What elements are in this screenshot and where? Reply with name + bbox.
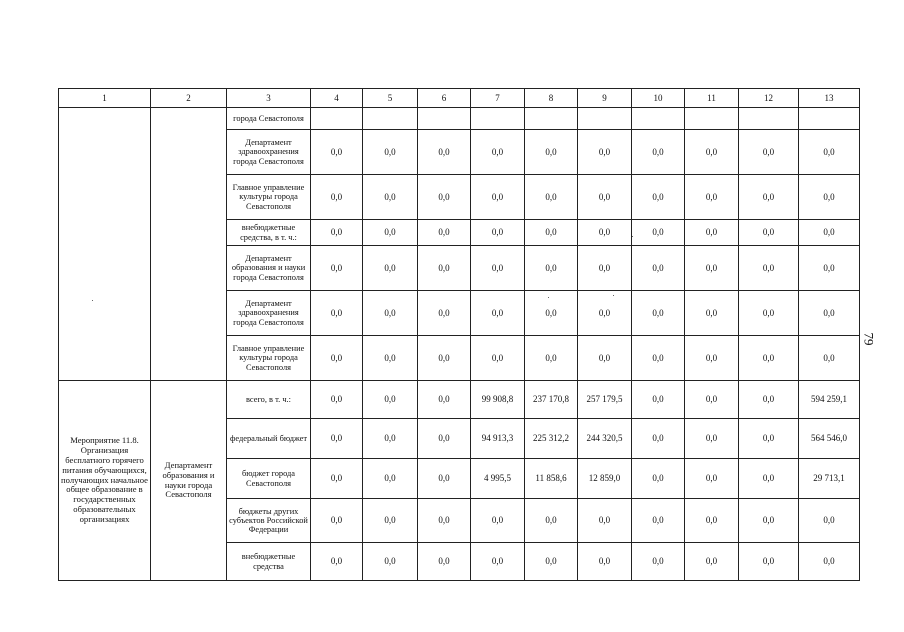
value-cell: 0,0	[632, 419, 685, 459]
value-cell: 0,0	[578, 175, 632, 220]
value-cell: 0,0	[311, 459, 363, 499]
value-cell: 0,0	[418, 381, 471, 419]
value-cell	[418, 108, 471, 130]
value-cell: 0,0	[418, 499, 471, 543]
value-cell: 0,0	[311, 419, 363, 459]
value-cell: 0,0	[311, 499, 363, 543]
value-cell: 0,0	[363, 291, 418, 336]
table-row	[59, 381, 860, 419]
value-cell: 0,0	[578, 336, 632, 381]
value-cell: 0,0	[525, 175, 578, 220]
value-cell: 237 170,8	[525, 381, 578, 419]
value-cell: 0,0	[471, 543, 525, 581]
scan-speck	[92, 300, 93, 301]
value-cell: 0,0	[311, 246, 363, 291]
value-cell: 0,0	[685, 543, 739, 581]
value-cell: 0,0	[685, 175, 739, 220]
value-cell: 0,0	[311, 291, 363, 336]
column-number: 4	[311, 89, 363, 108]
value-cell: 0,0	[799, 220, 860, 246]
value-cell: 0,0	[739, 419, 799, 459]
value-cell: 257 179,5	[578, 381, 632, 419]
value-cell	[311, 108, 363, 130]
funding-source-cell: Главное управление культуры города Севастополя	[227, 336, 311, 381]
table-row	[59, 108, 860, 130]
value-cell: 0,0	[525, 336, 578, 381]
column-number: 12	[739, 89, 799, 108]
continued-block	[59, 108, 860, 381]
column-number: 10	[632, 89, 685, 108]
value-cell: 0,0	[418, 336, 471, 381]
measure-block	[59, 381, 860, 581]
value-cell: 0,0	[311, 130, 363, 175]
column-number: 13	[799, 89, 860, 108]
value-cell: 0,0	[578, 130, 632, 175]
value-cell: 0,0	[525, 130, 578, 175]
column-number-row	[59, 89, 860, 108]
value-cell: 0,0	[739, 220, 799, 246]
funding-source-cell: Главное управление культуры города Севастополя	[227, 175, 311, 220]
value-cell: 0,0	[525, 220, 578, 246]
value-cell: 94 913,3	[471, 419, 525, 459]
value-cell: 0,0	[685, 459, 739, 499]
value-cell: 0,0	[799, 175, 860, 220]
value-cell: 0,0	[363, 175, 418, 220]
value-cell: 0,0	[418, 419, 471, 459]
value-cell	[739, 108, 799, 130]
value-cell: 0,0	[471, 291, 525, 336]
value-cell: 0,0	[525, 246, 578, 291]
value-cell: 0,0	[418, 246, 471, 291]
value-cell: 0,0	[799, 246, 860, 291]
value-cell	[363, 108, 418, 130]
value-cell: 0,0	[471, 246, 525, 291]
value-cell: 0,0	[578, 291, 632, 336]
value-cell	[525, 108, 578, 130]
value-cell: 0,0	[685, 336, 739, 381]
value-cell: 0,0	[311, 220, 363, 246]
budget-table	[58, 88, 860, 581]
value-cell: 0,0	[418, 175, 471, 220]
value-cell: 564 546,0	[799, 419, 860, 459]
value-cell: 0,0	[739, 336, 799, 381]
value-cell: 0,0	[418, 543, 471, 581]
measure-cell	[59, 108, 151, 381]
value-cell: 0,0	[799, 130, 860, 175]
value-cell: 29 713,1	[799, 459, 860, 499]
value-cell: 0,0	[739, 291, 799, 336]
value-cell: 0,0	[799, 543, 860, 581]
value-cell: 0,0	[311, 543, 363, 581]
value-cell: 0,0	[739, 246, 799, 291]
value-cell: 0,0	[739, 543, 799, 581]
value-cell	[685, 108, 739, 130]
value-cell: 0,0	[311, 175, 363, 220]
executor-cell: Департамент образования и науки города Севастополя	[151, 381, 227, 581]
value-cell: 594 259,1	[799, 381, 860, 419]
value-cell: 0,0	[632, 291, 685, 336]
value-cell: 0,0	[363, 459, 418, 499]
value-cell: 0,0	[739, 459, 799, 499]
value-cell: 0,0	[799, 499, 860, 543]
value-cell: 0,0	[311, 381, 363, 419]
value-cell: 225 312,2	[525, 419, 578, 459]
value-cell: 0,0	[632, 381, 685, 419]
value-cell	[632, 108, 685, 130]
funding-source-cell: Департамент здравоохранения города Севастополя	[227, 291, 311, 336]
value-cell: 0,0	[685, 499, 739, 543]
value-cell: 0,0	[418, 459, 471, 499]
value-cell: 0,0	[739, 130, 799, 175]
value-cell: 0,0	[799, 336, 860, 381]
funding-source-cell: Департамент образования и науки города Севастополя	[227, 246, 311, 291]
value-cell: 0,0	[363, 419, 418, 459]
value-cell	[471, 108, 525, 130]
value-cell: 11 858,6	[525, 459, 578, 499]
value-cell: 0,0	[685, 130, 739, 175]
scan-speck	[548, 297, 549, 298]
page-number: 79	[861, 332, 877, 346]
column-number: 9	[578, 89, 632, 108]
value-cell: 0,0	[739, 175, 799, 220]
value-cell: 0,0	[363, 336, 418, 381]
value-cell: 0,0	[685, 246, 739, 291]
value-cell: 0,0	[632, 499, 685, 543]
value-cell: 0,0	[471, 499, 525, 543]
value-cell: 0,0	[578, 543, 632, 581]
column-number: 11	[685, 89, 739, 108]
value-cell: 244 320,5	[578, 419, 632, 459]
value-cell: 0,0	[471, 175, 525, 220]
value-cell: 0,0	[471, 220, 525, 246]
column-number: 6	[418, 89, 471, 108]
value-cell: 12 859,0	[578, 459, 632, 499]
column-number: 7	[471, 89, 525, 108]
column-number: 3	[227, 89, 311, 108]
value-cell: 0,0	[418, 130, 471, 175]
value-cell: 0,0	[739, 499, 799, 543]
value-cell: 0,0	[578, 220, 632, 246]
value-cell	[799, 108, 860, 130]
value-cell: 0,0	[632, 336, 685, 381]
value-cell: 0,0	[632, 246, 685, 291]
value-cell: 0,0	[363, 220, 418, 246]
funding-source-cell: федеральный бюджет	[227, 419, 311, 459]
value-cell: 0,0	[632, 220, 685, 246]
value-cell: 0,0	[739, 381, 799, 419]
funding-source-cell: бюджеты других субъектов Российской Федерации	[227, 499, 311, 543]
measure-name-cell: Мероприятие 11.8. Организация бесплатного горячего питания обучающихся, получающих начальное общее образование в государственных образовательных организациях	[59, 381, 151, 581]
executor-cell	[151, 108, 227, 381]
value-cell: 0,0	[471, 336, 525, 381]
funding-source-cell: всего, в т. ч.:	[227, 381, 311, 419]
value-cell: 0,0	[685, 381, 739, 419]
value-cell: 0,0	[525, 543, 578, 581]
value-cell: 0,0	[578, 499, 632, 543]
scan-speck	[613, 295, 614, 296]
scan-speck	[632, 236, 633, 237]
column-number: 8	[525, 89, 578, 108]
value-cell: 0,0	[418, 220, 471, 246]
value-cell: 0,0	[632, 175, 685, 220]
value-cell: 0,0	[363, 543, 418, 581]
column-number: 1	[59, 89, 151, 108]
value-cell: 0,0	[363, 246, 418, 291]
value-cell: 0,0	[685, 419, 739, 459]
funding-source-cell: бюджет города Севастополя	[227, 459, 311, 499]
column-number: 5	[363, 89, 418, 108]
value-cell: 4 995,5	[471, 459, 525, 499]
funding-source-cell: Департамент здравоохранения города Севастополя	[227, 130, 311, 175]
value-cell: 0,0	[632, 543, 685, 581]
value-cell: 0,0	[363, 381, 418, 419]
value-cell: 0,0	[418, 291, 471, 336]
value-cell	[578, 108, 632, 130]
value-cell: 0,0	[632, 459, 685, 499]
value-cell: 0,0	[525, 291, 578, 336]
value-cell: 0,0	[363, 499, 418, 543]
value-cell: 0,0	[799, 291, 860, 336]
value-cell: 0,0	[311, 336, 363, 381]
value-cell: 0,0	[471, 130, 525, 175]
value-cell: 0,0	[632, 130, 685, 175]
value-cell: 0,0	[578, 246, 632, 291]
value-cell: 0,0	[363, 130, 418, 175]
funding-source-cell: города Севастополя	[227, 108, 311, 130]
funding-source-cell: внебюджетные средства, в т. ч.:	[227, 220, 311, 246]
value-cell: 0,0	[525, 499, 578, 543]
value-cell: 99 908,8	[471, 381, 525, 419]
column-number: 2	[151, 89, 227, 108]
value-cell: 0,0	[685, 220, 739, 246]
value-cell: 0,0	[685, 291, 739, 336]
funding-source-cell: внебюджетные средства	[227, 543, 311, 581]
